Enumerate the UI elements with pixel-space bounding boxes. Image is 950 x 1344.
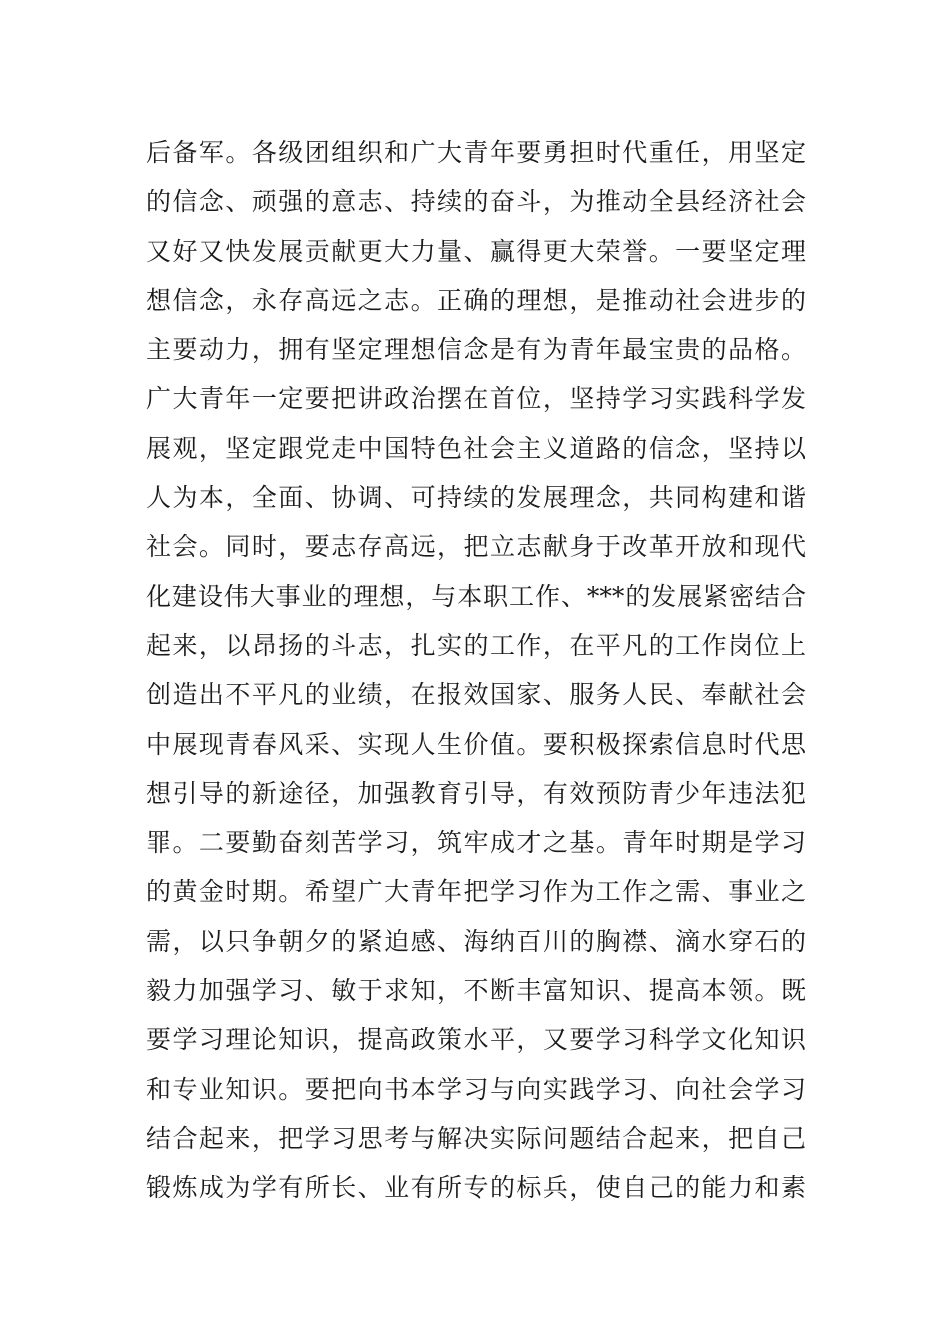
text-line: 化建设伟大事业的理想，与本职工作、***的发展紧密结合 [146, 581, 806, 611]
text-line: 起来，以昂扬的斗志，扎实的工作，在平凡的工作岗位上 [146, 630, 806, 660]
text-line: 罪。二要勤奋刻苦学习，筑牢成才之基。青年时期是学习 [146, 828, 806, 858]
text-line: 展观，坚定跟党走中国特色社会主义道路的信念，坚持以 [146, 433, 806, 463]
text-line: 要学习理论知识，提高政策水平，又要学习科学文化知识 [146, 1025, 806, 1055]
text-line: 的信念、顽强的意志、持续的奋斗，为推动全县经济社会 [146, 187, 806, 217]
text-line: 人为本，全面、协调、可持续的发展理念，共同构建和谐 [146, 483, 806, 513]
text-line: 想引导的新途径，加强教育引导，有效预防青少年违法犯 [146, 778, 806, 808]
body-text [146, 128, 806, 1213]
text-line: 结合起来，把学习思考与解决实际问题结合起来，把自己 [146, 1123, 806, 1153]
text-line: 需，以只争朝夕的紧迫感、海纳百川的胸襟、滴水穿石的 [146, 926, 806, 956]
text-line: 锻炼成为学有所长、业有所专的标兵，使自己的能力和素 [146, 1173, 806, 1203]
text-line: 想信念，永存高远之志。正确的理想，是推动社会进步的 [146, 285, 806, 315]
text-line: 社会。同时，要志存高远，把立志献身于改革开放和现代 [146, 532, 806, 562]
text-line: 后备军。各级团组织和广大青年要勇担时代重任，用坚定 [146, 138, 806, 167]
text-line: 的黄金时期。希望广大青年把学习作为工作之需、事业之 [146, 877, 806, 907]
text-line: 创造出不平凡的业绩，在报效国家、服务人民、奉献社会 [146, 680, 806, 710]
text-line: 主要动力，拥有坚定理想信念是有为青年最宝贵的品格。 [146, 335, 806, 365]
text-line: 和专业知识。要把向书本学习与向实践学习、向社会学习 [146, 1074, 806, 1104]
text-line: 中展现青春风采、实现人生价值。要积极探索信息时代思 [146, 729, 806, 759]
text-line: 又好又快发展贡献更大力量、赢得更大荣誉。一要坚定理 [146, 236, 806, 266]
text-line: 广大青年一定要把讲政治摆在首位，坚持学习实践科学发 [146, 384, 806, 414]
text-line: 毅力加强学习、敏于求知，不断丰富知识、提高本领。既 [146, 976, 806, 1006]
